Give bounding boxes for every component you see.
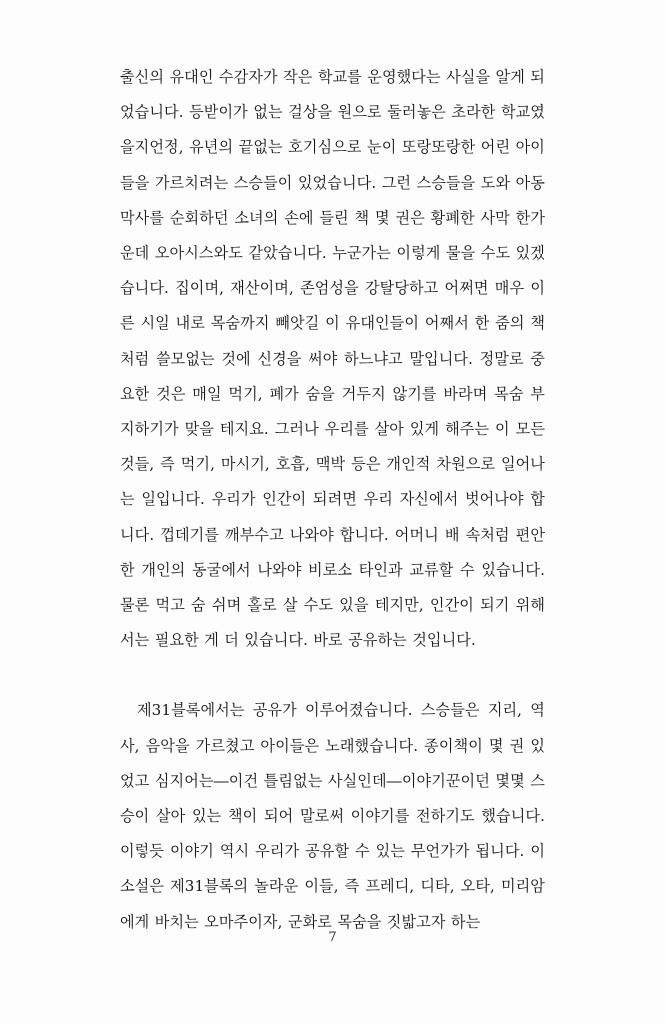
- text-column: [120, 60, 545, 940]
- paragraph-1: 출신의 유대인 수감자가 작은 학교를 운영했다는 사실을 알게 되었습니다. 등받이가 없는 걸상을 원으로 둘러놓은 초라한 학교였을지언정, 유년의 끝없는 호기심으로 눈이 또랑또랑한 어린 아이들을 가르치려는 스승들이 있었습니다. 그런 스승들을 도와 아동 막사를 순회하던 소녀의 손에 들린 책 몇 권은 황폐한 사막 한가운데 오아시스와도 같았습니다. 누군가는 이렇게 물을 수도 있겠습니다. 집이며, 재산이며, 존엄성을 강탈당하고 어쩌면 매우 이른 시일 내로 목숨까지 빼앗길 이 유대인들이 어째서 한 줌의 책처럼 쓸모없는 것에 신경을 써야 하느냐고 말입니다. 정말로 중요한 것은 매일 먹기, 폐가 숨을 거두지 않기를 바라며 목숨 부지하기가 맞을 테지요. 그러나 우리를 살아 있게 해주는 이 모든 것들, 즉 먹기, 마시기, 호흡, 맥박 등은 개인적 차원으로 일어나는 일입니다. 우리가 인간이 되려면 우리 자신에서 벗어나야 합니다. 껍데기를 깨부수고 나와야 합니다. 어머니 배 속처럼 편안한 개인의 동굴에서 나와야 비로소 타인과 교류할 수 있습니다. 물론 먹고 숨 쉬며 홀로 살 수도 있을 테지만, 인간이 되기 위해서는 필요한 게 더 있습니다. 바로 공유하는 것입니다.: [120, 68, 545, 650]
- paragraph-spacer: [120, 658, 545, 693]
- paragraph-2: 제31블록에서는 공유가 이루어졌습니다. 스승들은 지리, 역사, 음악을 가르쳤고 아이들은 노래했습니다. 종이책이 몇 권 있었고 심지어는―이건 틀림없는 사실인데―이야기꾼이던 몇몇 스승이 살아 있는 책이 되어 말로써 이야기를 전하기도 했습니다. 이렇듯 이야기 역시 우리가 공유할 수 있는 무언가가 됩니다. 이 소설은 제31블록의 놀라운 이들, 즉 프레디, 디타, 오타, 미리암에게 바치는 오마주이자, 군화로 목숨을 짓밟고자 하는: [120, 701, 545, 931]
- page-number: 7: [328, 930, 337, 945]
